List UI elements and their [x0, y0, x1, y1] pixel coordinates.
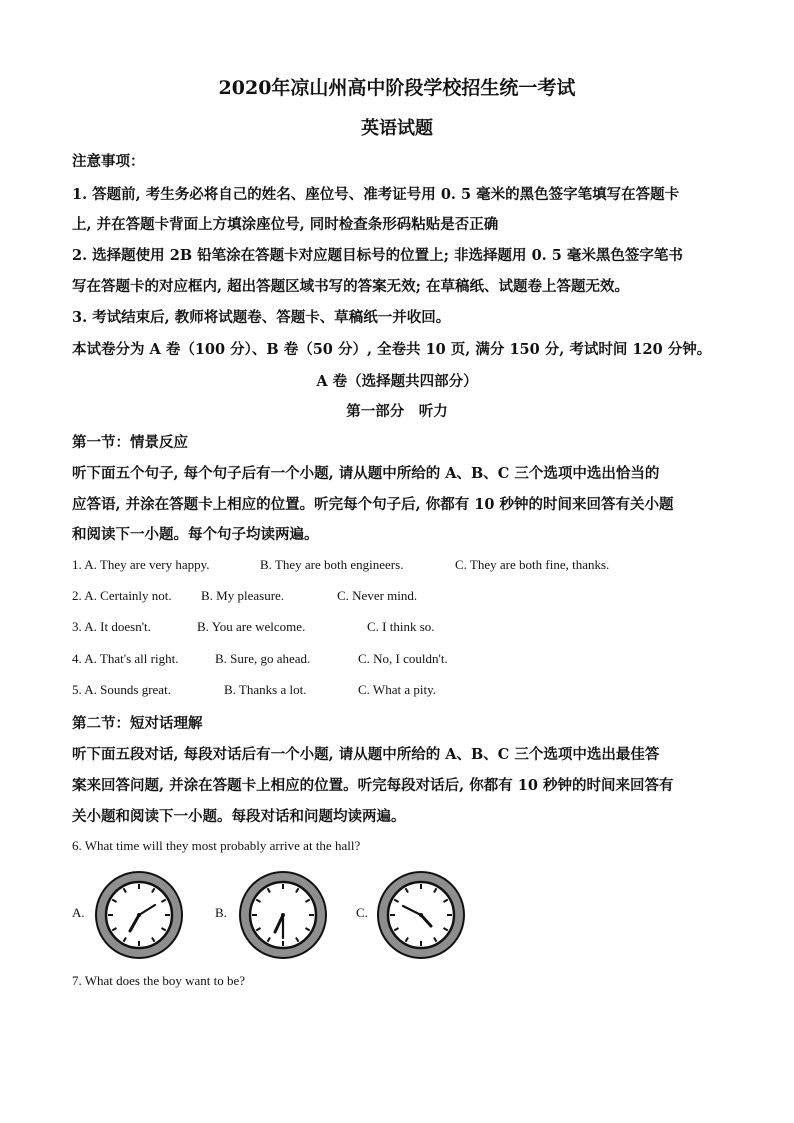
notice-item-3: 3. 考试结束后, 教师将试题卷、答题卡、草稿纸一并收回。 — [72, 309, 451, 326]
exam-subtitle: 英语试题 — [361, 118, 433, 139]
volume-a-heading: A 卷（选择题共四部分） — [316, 373, 478, 390]
question-6: 6. What time will they most probably arrive at the hall? — [72, 838, 361, 853]
question-4-option-a: 4. A. That's all right. — [72, 651, 179, 666]
question-5-option-c: C. What a pity. — [358, 682, 436, 697]
section-1-instruction-line-2: 应答语, 并涂在答题卡上相应的位置。听完每个句子后, 你都有 10 秒钟的时间来回答有关小题 — [72, 496, 674, 513]
section-2-heading: 第二节：短对话理解 — [72, 715, 203, 732]
question-3-option-b: B. You are welcome. — [197, 619, 306, 634]
question-6-option-a-label: A. — [72, 905, 85, 920]
notice-item-2-line-1: 2. 选择题使用 2B 铅笔涂在答题卡对应题目标号的位置上; 非选择题用 0. 5 毫米黑色签字笔书 — [72, 247, 683, 264]
section-2-instruction-line-3: 关小题和阅读下一小题。每段对话和问题均读两遍。 — [72, 808, 406, 825]
section-2-instruction-line-2: 案来回答问题, 并涂在答题卡上相应的位置。听完每段对话后, 你都有 10 秒钟的时间来回答有 — [72, 777, 674, 794]
question-6-option-c-label: C. — [356, 905, 368, 920]
question-3-option-a: 3. A. It doesn't. — [72, 619, 151, 634]
question-3-option-c: C. I think so. — [367, 619, 435, 634]
question-1-option-c: C. They are both fine, thanks. — [455, 557, 610, 572]
question-4-option-b: B. Sure, go ahead. — [215, 651, 311, 666]
section-1-heading: 第一节：情景反应 — [72, 434, 188, 451]
clock-c-icon — [376, 870, 466, 960]
exam-title: 2020年凉山州高中阶段学校招生统一考试 — [218, 77, 576, 99]
notice-item-2-line-2: 写在答题卡的对应框内, 超出答题区域书写的答案无效; 在草稿纸、试题卷上答题无效。 — [72, 278, 629, 295]
notice-heading: 注意事项： — [72, 153, 145, 170]
score-info: 本试卷分为 A 卷（100 分）、B 卷（50 分）, 全卷共 10 页, 满分 150 分, 考试时间 120 分钟。 — [72, 341, 712, 358]
clock-b-icon — [238, 870, 328, 960]
question-4-option-c: C. No, I couldn't. — [358, 651, 448, 666]
question-1-option-a: 1. A. They are very happy. — [72, 557, 210, 572]
question-5-option-b: B. Thanks a lot. — [224, 682, 307, 697]
question-2-option-c: C. Never mind. — [337, 588, 418, 603]
clock-a-icon — [94, 870, 184, 960]
section-2-instruction-line-1: 听下面五段对话, 每段对话后有一个小题, 请从题中所给的 A、B、C 三个选项中选出最佳答 — [72, 746, 660, 763]
question-6-option-b-label: B. — [215, 905, 227, 920]
section-1-instruction-line-3: 和阅读下一小题。每个句子均读两遍。 — [72, 526, 319, 543]
question-1-option-b: B. They are both engineers. — [260, 557, 404, 572]
question-5-option-a: 5. A. Sounds great. — [72, 682, 171, 697]
section-1-instruction-line-1: 听下面五个句子, 每个句子后有一个小题, 请从题中所给的 A、B、C 三个选项中选出恰当的 — [72, 465, 660, 482]
part-1-heading: 第一部分 听力 — [346, 403, 448, 420]
question-7: 7. What does the boy want to be? — [72, 973, 246, 988]
question-2-option-a: 2. A. Certainly not. — [72, 588, 172, 603]
notice-item-1-line-2: 上, 并在答题卡背面上方填涂座位号, 同时检查条形码粘贴是否正确 — [72, 216, 499, 233]
notice-item-1-line-1: 1. 答题前, 考生务必将自己的姓名、座位号、准考证号用 0. 5 毫米的黑色签字笔填写在答题卡 — [72, 186, 680, 203]
question-2-option-b: B. My pleasure. — [201, 588, 285, 603]
